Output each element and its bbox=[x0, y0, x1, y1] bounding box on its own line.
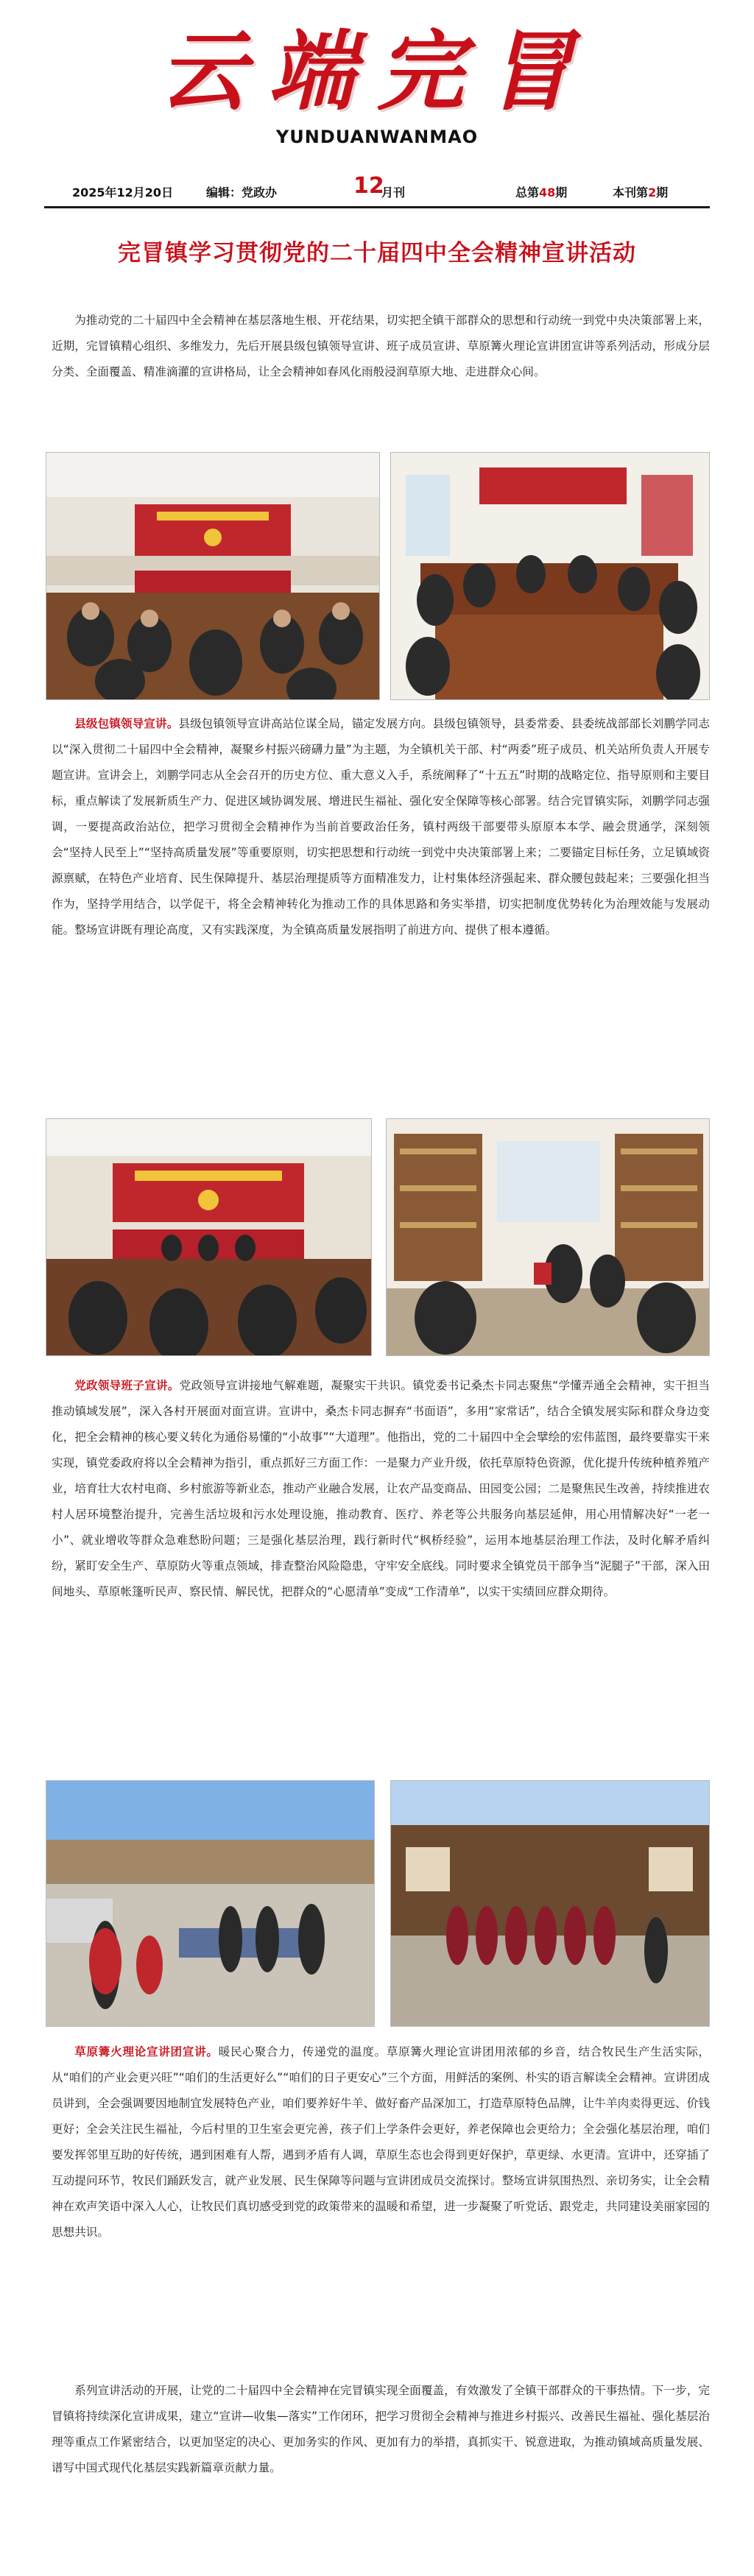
issue-current-prefix: 本刊第 bbox=[613, 186, 649, 200]
section1-lead: 县级包镇领导宣讲。 bbox=[74, 717, 179, 730]
photo-party-meeting-hall bbox=[46, 1118, 372, 1356]
photo-grassland-monks bbox=[390, 1780, 710, 2027]
issue-current bbox=[613, 183, 668, 200]
section1-paragraph bbox=[52, 711, 710, 943]
photo-county-lecture-hall bbox=[46, 452, 380, 700]
issue-total-number: 48 bbox=[539, 186, 556, 200]
issue-editor: 编辑：党政办 bbox=[206, 186, 278, 200]
issue-current-number: 2 bbox=[648, 186, 657, 200]
masthead-title: 云端完冒 bbox=[158, 20, 595, 122]
photo-grassland-outdoor bbox=[46, 1780, 375, 2027]
issue-total-suffix: 期 bbox=[555, 186, 568, 200]
section1-body: 县级包镇领导宣讲高站位谋全局，锚定发展方向。县级包镇领导，县委常委、县委统战部部长刘鹏学同志以“深入贯彻二十届四中全会精神，凝聚乡村振兴磅礴力量”为主题，为全镇机关干部、村“两委”班子成员、机关站所负责人开展专题宣讲。宣讲会上，刘鹏学同志从全会召开的历史方位、重大意义入手，系统阐释了“十五五”时期的战略定位、指导原则和主要目标，重点解读了发展新质生产力、促进区域协调发展、增进民生福祉、强化安全保障等核心部署。结合完冒镇实际，刘鹏学同志强调，一要提高政治站位，把学习贯彻全会精神作为当前首要政治任务，镇村两级干部要带头原原本本学、融会贯通学，深刻领会“坚持人民至上”“坚持高质量发展”等重要原则，切实把思想和行动统一到党中央决策部署上来；二要锚定目标任务，立足镇域资源禀赋，在特色产业培育、民生保障提升、基层治理提质等方面精准发力，让村集体经济强起来、群众腰包鼓起来；三要强化担当作为，坚持学用结合，以学促干，将全会精神转化为推动工作的具体思路和务实举措，切实把制度优势转化为治理效能与发展动能。整场宣讲既有理论高度，又有实践深度，为全镇高质量发展指明了前进方向、提供了根本遵循。 bbox=[52, 717, 710, 936]
section3-body: 暖民心聚合力，传递党的温度。草原篝火理论宣讲团用浓郁的乡音，结合牧民生产生活实际，从“咱们的产业会更兴旺”“咱们的生活更好么”“咱们的日子更安心”三个方面，用鲜活的案例、朴实的语言解读全会精神。宣讲团成员讲到，全会强调要因地制宜发展特色产业，咱们要养好牛羊、做好畜产品深加工，打造草原特色品牌，让牛羊肉卖得更远、价钱更好；全会关注民生福祉，今后村里的卫生室会更完善，孩子们上学条件会更好，养老保障也会更给力；全会强化基层治理，咱们要发挥邻里互助的好传统，遇到困难有人帮，遇到矛盾有人调，草原生态也会得到更好保护，草更绿、水更清。宣讲中，还穿插了互动提问环节，牧民们踊跃发言，就产业发展、民生保障等问题与宣讲团成员交流探讨。整场宣讲氛围热烈、亲切务实，让全会精神在欢声笑语中深入人心，让牧民们真切感受到党的政策带来的温暖和希望，进一步凝聚了听党话、跟党走，共同建设美丽家园的思想共识。 bbox=[52, 2045, 710, 2239]
section2-paragraph bbox=[52, 1373, 710, 1605]
closing-paragraph: 系列宣讲活动的开展，让党的二十届四中全会精神在完冒镇实现全面覆盖，有效激发了全镇干部群众的干事热情。下一步，完冒镇将持续深化宣讲成果，建立“宣讲—收集—落实”工作闭环，把学习贯彻全会精神与推进乡村振兴、改善民生福祉、强化基层治理等重点工作紧密结合，以更加坚定的决心、更加务实的作风、更加有力的举措，真抓实干、锐意进取，为推动镇域高质量发展、谱写中国式现代化基层实践新篇章贡献力量。 bbox=[52, 2384, 710, 2474]
issue-divider bbox=[44, 206, 710, 208]
section2-lead: 党政领导班子宣讲。 bbox=[74, 1379, 180, 1392]
intro-paragraph: 为推动党的二十届四中全会精神在基层落地生根、开花结果，切实把全镇干部群众的思想和行动统一到党中央决策部署上来，近期，完冒镇精心组织、多维发力，先后开展县级包镇领导宣讲、班子成员宣讲、草原篝火理论宣讲团宣讲等系列活动，形成分层分类、全面覆盖、精准滴灌的宣讲格局，让全会精神如春风化雨般浸润草原大地、走进群众心间。 bbox=[52, 314, 710, 378]
issue-current-suffix: 期 bbox=[656, 186, 669, 200]
photo-party-library bbox=[386, 1118, 710, 1356]
issue-total bbox=[515, 183, 567, 200]
issue-total-prefix: 总第 bbox=[515, 186, 540, 200]
photo-county-meeting-room bbox=[390, 452, 710, 700]
issue-month-label: 月刊 bbox=[381, 186, 406, 200]
section3-lead: 草原篝火理论宣讲团宣讲。 bbox=[74, 2045, 219, 2058]
article-headline: 完冒镇学习贯彻党的二十届四中全会精神宣讲活动 bbox=[118, 240, 636, 267]
masthead-pinyin: YUNDUANWANMAO bbox=[275, 127, 479, 147]
issue-month-number: 12 bbox=[353, 173, 384, 199]
section2-body: 党政领导宣讲接地气解难题，凝聚实干共识。镇党委书记桑杰卡同志聚焦“学懂弄通全会精神，实干担当推动镇域发展”，深入各村开展面对面宣讲。宣讲中，桑杰卡同志摒弃“书面语”，多用“家常话”，结合全镇发展实际和群众身边变化，把全会精神的核心要义转化为通俗易懂的“小故事”“大道理”。他指出，党的二十届四中全会擘绘的宏伟蓝图，最终要靠实干来实现，镇党委政府将以全会精神为指引，重点抓好三方面工作：一是聚力产业升级，依托草原特色资源，优化提升传统种植养殖产业，培育壮大农村电商、乡村旅游等新业态，推动产业融合发展，让农产品变商品、田园变公园；二是聚焦民生改善，持续推进农村人居环境整治提升，完善生活垃圾和污水处理设施，推动教育、医疗、养老等公共服务向基层延伸，用心用情解决好“一老一小”、就业增收等群众急难愁盼问题；三是强化基层治理，践行新时代“枫桥经验”，运用本地基层治理工作法，及时化解矛盾纠纷，紧盯安全生产、草原防火等重点领域，排查整治风险隐患，守牢安全底线。同时要求全镇党员干部争当“泥腿子”干部，深入田间地头、草原帐篷听民声、察民情、解民忧，把群众的“心愿清单”变成“工作清单”，以实干实绩回应群众期待。 bbox=[52, 1379, 710, 1598]
section3-paragraph bbox=[52, 2039, 710, 2245]
issue-date: 2025年12月20日 bbox=[72, 186, 174, 200]
masthead bbox=[0, 0, 754, 199]
issue-bar bbox=[44, 173, 710, 202]
